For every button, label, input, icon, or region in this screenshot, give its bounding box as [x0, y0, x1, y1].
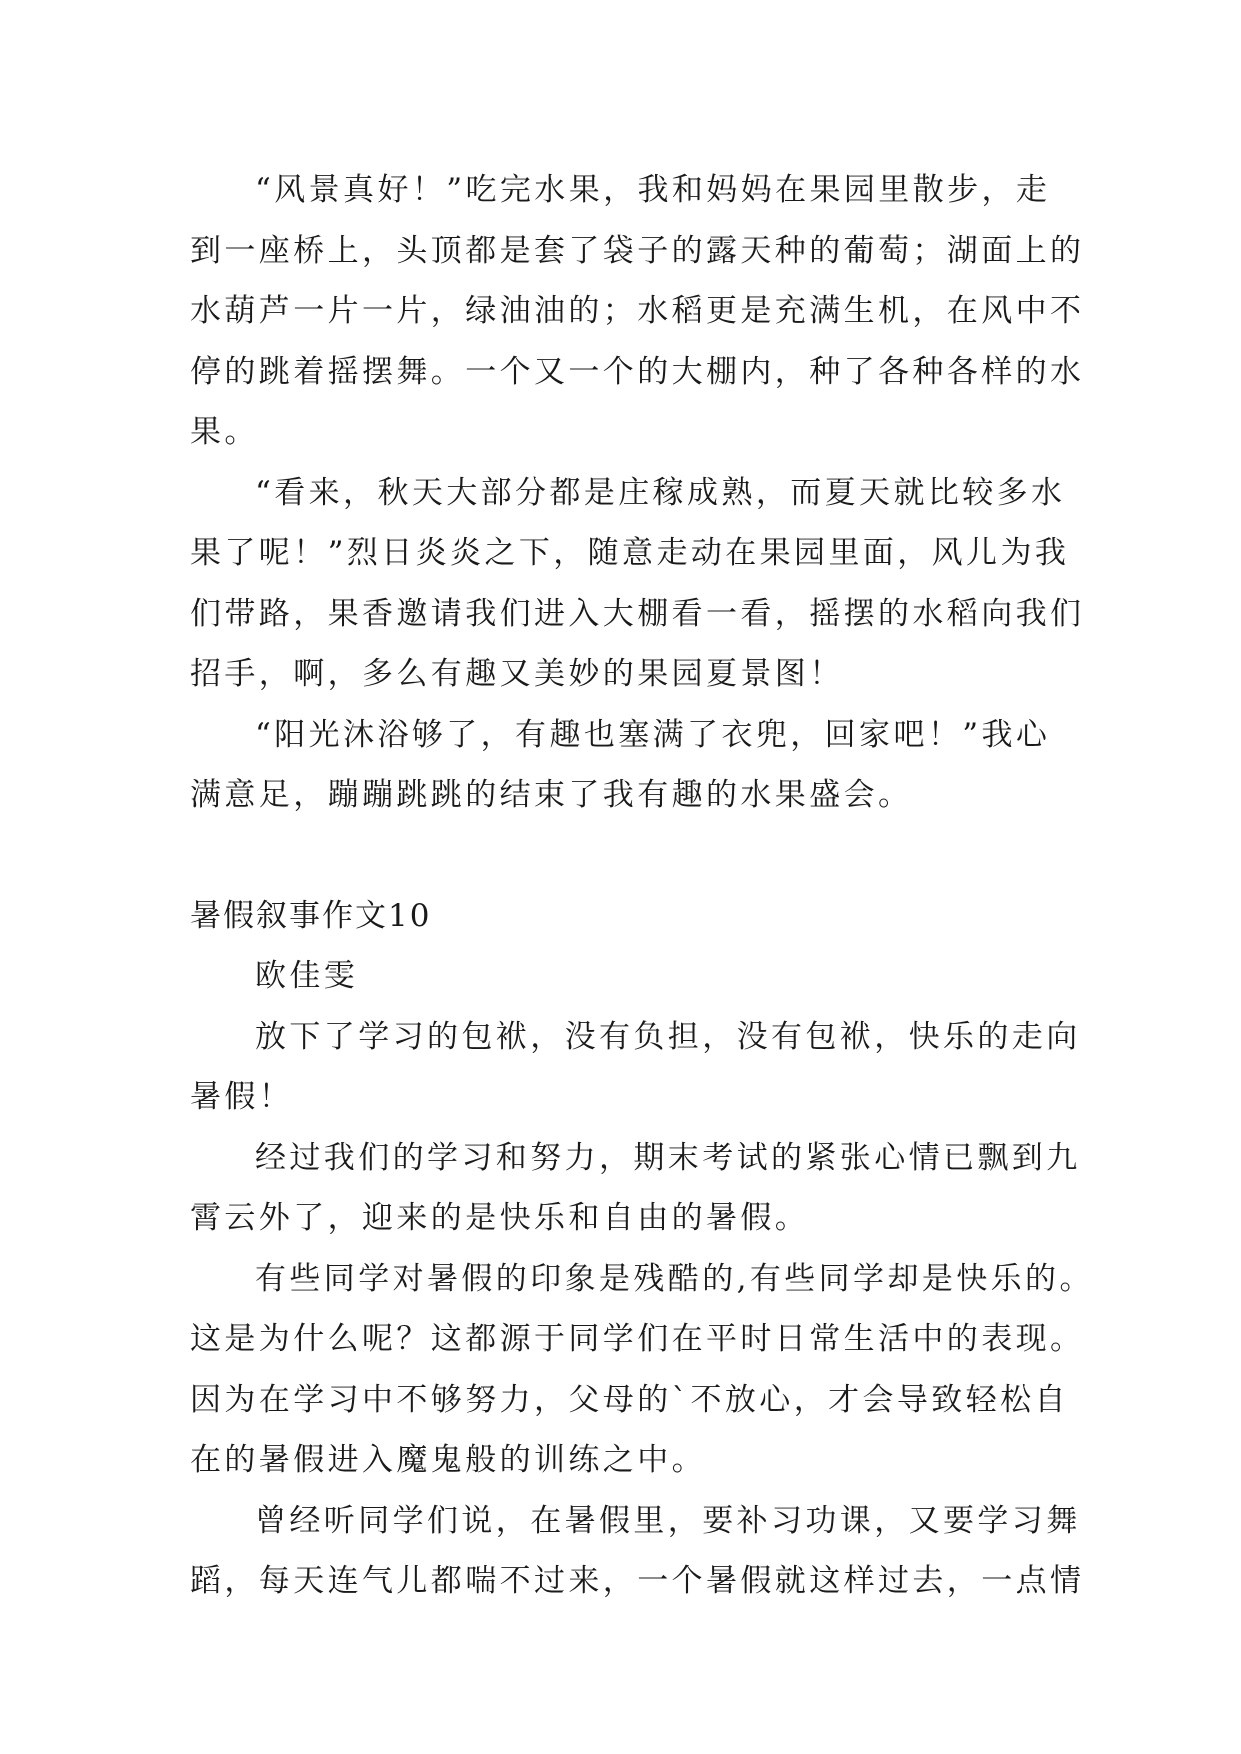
text-line: “阳光沐浴够了，有趣也塞满了衣兜，回家吧！”我心 — [255, 716, 1051, 753]
text-line: 有些同学对暑假的印象是残酷的,有些同学却是快乐的。 — [255, 1260, 1094, 1297]
text-line: 停的跳着摇摆舞。一个又一个的大棚内，种了各种各样的水 — [190, 353, 1085, 390]
paragraph — [190, 463, 1085, 705]
text-line: 曾经听同学们说，在暑假里，要补习功课，又要学习舞 — [255, 1502, 1081, 1539]
text-line: 果了呢！”烈日炎炎之下，随意走动在果园里面，风儿为我 — [190, 535, 1070, 571]
text-line: 们带路，果香邀请我们进入大棚看一看，摇摆的水稻向我们 — [190, 595, 1085, 632]
text-line: 因为在学习中不够努力，父母的`不放心，才会导致轻松自 — [190, 1381, 1069, 1418]
text-line: 霄云外了，迎来的是快乐和自由的暑假。 — [190, 1200, 810, 1236]
text-line: 满意足，蹦蹦跳跳的结束了我有趣的水果盛会。 — [190, 777, 913, 813]
paragraph — [190, 1491, 1085, 1612]
text-line: 经过我们的学习和努力，期末考试的紧张心情已飘到九 — [255, 1139, 1081, 1176]
paragraph — [190, 1249, 1094, 1491]
section-spacer — [190, 826, 1052, 886]
text-line: “风景真好！”吃完水果，我和妈妈在果园里散步，走 — [255, 172, 1051, 208]
text-line: 到一座桥上，头顶都是套了袋子的露天种的葡萄；湖面上的 — [190, 232, 1085, 269]
text-line: 果。 — [190, 414, 259, 450]
paragraph — [190, 160, 1085, 463]
paragraph — [190, 1007, 1081, 1128]
paragraph — [190, 1128, 1081, 1249]
text-line: 招手，啊，多么有趣又美妙的果园夏景图！ — [190, 656, 844, 692]
author-name: 欧佳雯 — [255, 958, 359, 994]
paragraph — [190, 705, 1052, 826]
section-title: 暑假叙事作文10 — [190, 897, 432, 934]
text-line: 这是为什么呢？这都源于同学们在平时日常生活中的表现。 — [190, 1321, 1085, 1357]
text-line: 蹈，每天连气儿都喘不过来，一个暑假就这样过去，一点情 — [190, 1563, 1085, 1599]
text-line: 暑假！ — [190, 1079, 294, 1115]
text-line: 在的暑假进入魔鬼般的训练之中。 — [190, 1442, 706, 1478]
document-body — [190, 160, 1094, 1612]
text-line: 放下了学习的包袱，没有负担，没有包袱，快乐的走向 — [255, 1018, 1081, 1055]
text-line: “看来，秋天大部分都是庄稼成熟，而夏天就比较多水 — [255, 474, 1066, 511]
text-line: 水葫芦一片一片，绿油油的；水稻更是充满生机，在风中不 — [190, 293, 1085, 329]
